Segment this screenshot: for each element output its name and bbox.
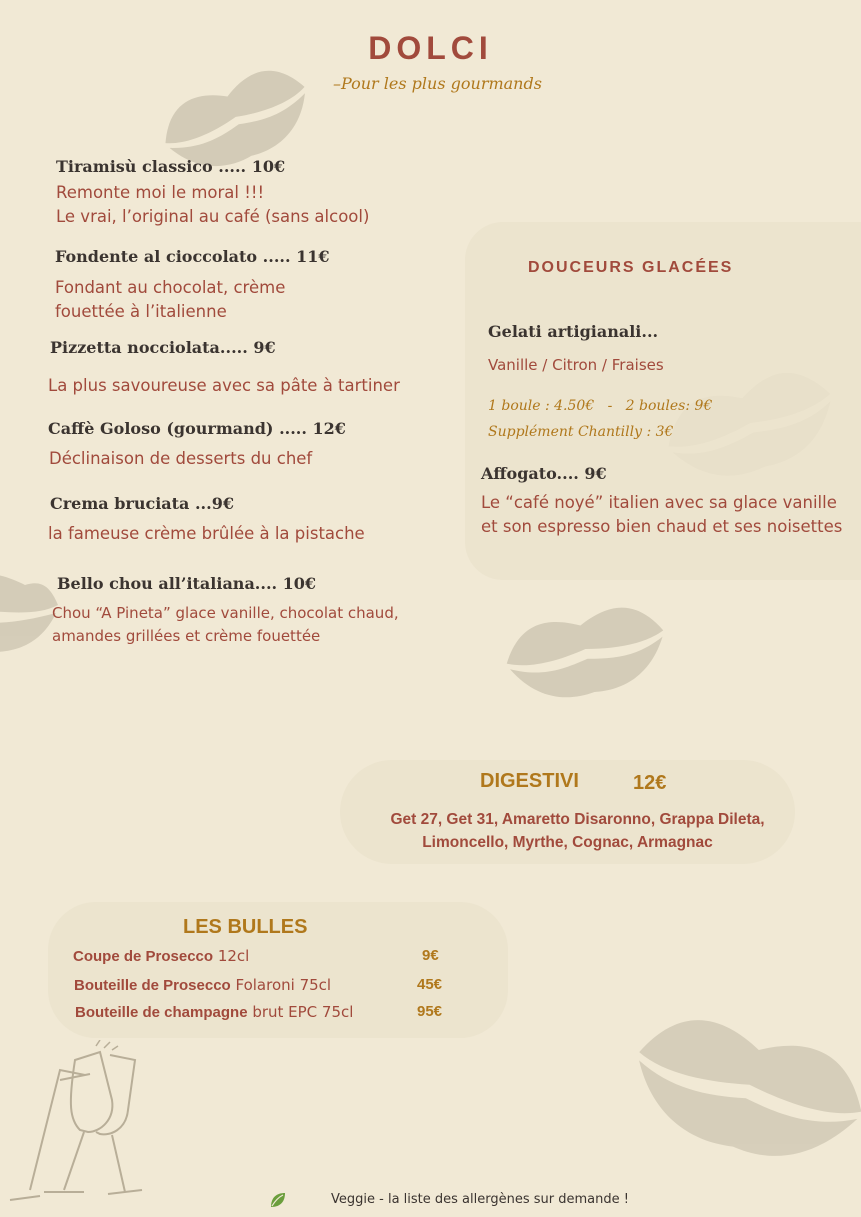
bulle-item — [74, 976, 331, 994]
dessert-name: Tiramisù classico ..... 10€ — [56, 157, 286, 176]
gelati-name: Gelati artigianali... — [488, 322, 659, 341]
dessert-name: Caffè Goloso (gourmand) ..... 12€ — [48, 419, 346, 438]
bulle-price: 9€ — [422, 947, 439, 964]
digestivi-price: 12€ — [633, 772, 667, 794]
bulle-detail: 12cl — [213, 947, 250, 965]
digestivi-list: Get 27, Get 31, Amaretto Disaronno, Grappa Dileta, — [390, 811, 765, 828]
lips-print-decoration — [495, 585, 675, 710]
bulle-price: 95€ — [417, 1003, 443, 1020]
dessert-name: Crema bruciata ...9€ — [50, 494, 234, 513]
page-subtitle: –Pour les plus gourmands — [333, 74, 542, 93]
affogato-desc: et son espresso bien chaud et ses noisettes — [481, 517, 843, 536]
dessert-desc: Le vrai, l’original au café (sans alcool) — [56, 207, 370, 226]
affogato-desc: Le “café noyé” italien avec sa glace vanille — [481, 493, 837, 512]
glacees-title: DOUCEURS GLACÉES — [528, 259, 734, 276]
digestivi-title: DIGESTIVI — [480, 770, 579, 792]
dessert-desc: Fondant au chocolat, crème — [55, 278, 286, 297]
digestivi-list: Limoncello, Myrthe, Cognac, Armagnac — [422, 834, 713, 851]
dessert-name: Bello chou all’italiana.... 10€ — [57, 574, 317, 593]
bulle-name: Coupe de Prosecco — [73, 948, 214, 965]
bulles-title: LES BULLES — [183, 916, 308, 938]
gelati-flavors: Vanille / Citron / Fraises — [488, 356, 664, 374]
bulle-name: Bouteille de champagne — [75, 1004, 248, 1021]
dessert-desc: La plus savoureuse avec sa pâte à tartiner — [48, 376, 400, 395]
leaf-icon — [269, 1191, 287, 1209]
dessert-desc: amandes grillées et crème fouettée — [52, 627, 321, 645]
dessert-desc: Déclinaison de desserts du chef — [49, 449, 313, 468]
bulle-name: Bouteille de Prosecco — [74, 977, 231, 994]
dessert-desc: fouettée à l’italienne — [55, 302, 227, 321]
lips-print-decoration — [0, 555, 60, 665]
dessert-desc: Chou “A Pineta” glace vanille, chocolat chaud, — [52, 604, 399, 622]
bulle-detail: brut EPC 75cl — [247, 1003, 354, 1021]
dessert-name: Pizzetta nocciolata..... 9€ — [50, 338, 276, 357]
bulle-item — [75, 1003, 353, 1021]
dessert-name: Fondente al cioccolato ..... 11€ — [55, 247, 330, 266]
dessert-desc: la fameuse crème brûlée à la pistache — [48, 524, 365, 543]
lips-print-decoration — [625, 995, 861, 1170]
bulle-item — [73, 947, 249, 965]
bulle-price: 45€ — [417, 976, 443, 993]
bulle-detail: Folaroni 75cl — [230, 976, 332, 994]
gelati-prices: 1 boule : 4.50€ - 2 boules: 9€ — [488, 398, 713, 414]
page-title: DOLCI — [368, 30, 493, 66]
dessert-desc: Remonte moi le moral !!! — [56, 183, 265, 202]
footer-note: Veggie - la liste des allergènes sur demande ! — [331, 1192, 629, 1207]
gelati-chantilly: Supplément Chantilly : 3€ — [488, 424, 674, 440]
affogato-name: Affogato.... 9€ — [481, 464, 607, 483]
champagne-glasses-icon — [0, 1040, 160, 1210]
